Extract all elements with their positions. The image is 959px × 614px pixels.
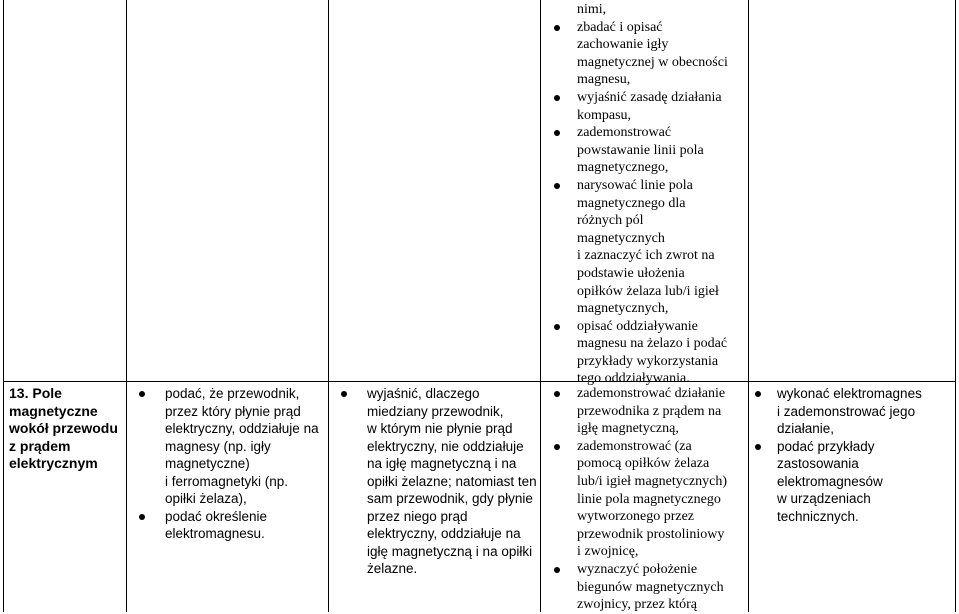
topic-line: z prądem [9, 437, 71, 454]
list-item: zademonstrować (za pomocą opiłków żelaza lub/i igieł magnetycznych) linie pola magnetycznego wytworzonego przez przewodnik prostoliniowy i zwojnicę, [551, 438, 746, 561]
list-item: wyjaśnić, dlaczego miedziany przewodnik, w którym nie płynie prąd elektryczny, nie oddziałuje na igłę magnetyczną i na opiłki żelazne; natomiast ten sam przewodnik, gdy płynie przez niego prąd elektryczny, oddziałuje na igłę magnetyczną i na opiłki żelazne. [339, 385, 539, 578]
bullet-icon [554, 444, 560, 450]
extended-requirements-list [339, 385, 539, 578]
basic-requirements-cell [137, 385, 327, 543]
list-item: wyznaczyć położenie biegunów magnetycznych zwojnicy, przez którą [551, 561, 746, 614]
bullet-icon [554, 183, 560, 189]
top-col4-cell [551, 1, 746, 388]
bullet-icon [554, 25, 560, 31]
topic-line: 13. Pole [9, 385, 62, 401]
list-item: opisać oddziaływanie magnesu na żelazo i podać przykłady wykorzystania tego oddziaływania. [551, 318, 746, 388]
excellent-requirements-cell [753, 385, 953, 525]
table-border-right [955, 0, 956, 612]
column-divider-4 [748, 0, 749, 612]
list-item: zademonstrować powstawanie linii pola magnetycznego, [551, 124, 746, 177]
list-item: narysować linie pola magnetycznego dla różnych pól magnetycznych i zaznaczyć ich zwrot na podstawie ułożenia opiłków żelaza lub/i igieł magnetycznych, [551, 177, 746, 318]
top-col4-line: nimi, [577, 2, 607, 17]
bullet-icon [554, 324, 560, 330]
list-item: wykonać elektromagnes i zademonstrować jego działanie, [753, 385, 953, 438]
extended-requirements-cell [339, 385, 539, 578]
topic-line: wokół przewodu [9, 420, 118, 436]
basic-requirements-list [137, 385, 327, 543]
bullet-icon [139, 514, 145, 520]
list-item: podać, że przewodnik, przez który płynie prąd elektryczny, oddziałuje na magnesy (np. igły magnetyczne) i ferromagnetyki (np. opiłki żelaza), [137, 385, 327, 508]
list-item: zbadać i opisać zachowanie igły magnetycznej w obecności magnesu, [551, 19, 746, 89]
topic-line: elektrycznym [9, 455, 98, 471]
bullet-icon [755, 391, 761, 397]
row-divider [3, 381, 956, 382]
top-col4-list [551, 19, 746, 388]
list-item: zademonstrować działanie przewodnika z prądem na igłę magnetyczną, [551, 385, 746, 438]
bullet-icon [554, 391, 560, 397]
excellent-requirements-list [753, 385, 953, 525]
advanced-requirements-cell [551, 385, 746, 614]
bullet-icon [341, 391, 347, 397]
bullet-icon [554, 130, 560, 136]
column-divider-3 [540, 0, 541, 612]
column-divider-1 [126, 0, 127, 612]
table-border-left [3, 0, 4, 612]
column-divider-2 [328, 0, 329, 612]
list-item: wyjaśnić zasadę działania kompasu, [551, 89, 746, 124]
topic-line: magnetyczne [9, 402, 98, 419]
list-item: podać określenie elektromagnesu. [137, 508, 327, 543]
advanced-requirements-list [551, 385, 746, 614]
bullet-icon [139, 391, 145, 397]
topic-cell [9, 385, 124, 473]
bullet-icon [554, 95, 560, 101]
list-item: podać przykłady zastosowania elektromagnesów w urządzeniach technicznych. [753, 438, 953, 526]
bullet-icon [554, 567, 560, 573]
bullet-icon [755, 444, 761, 450]
